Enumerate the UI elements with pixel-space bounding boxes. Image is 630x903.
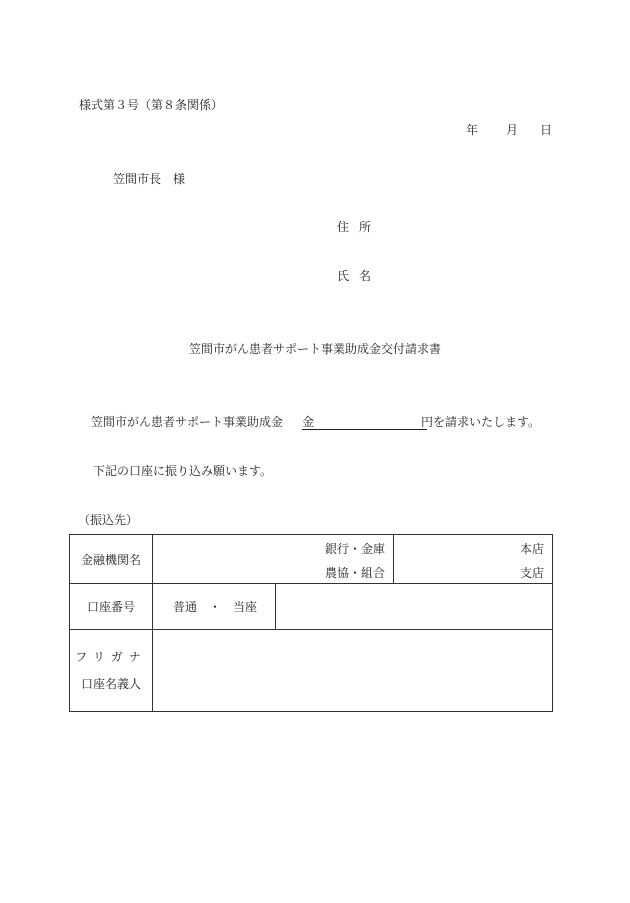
account-number-label: 口座番号	[70, 584, 153, 630]
transfer-note: 下記の口座に振り込み願います。	[93, 464, 273, 478]
name-label: 氏名	[337, 269, 382, 283]
branch-cell[interactable]	[394, 535, 553, 584]
request-suffix: 円を請求いたします。	[421, 415, 541, 429]
request-sentence	[91, 415, 541, 429]
request-kin: 金	[302, 415, 315, 429]
address-label: 住所	[337, 220, 382, 234]
holder-name-cell[interactable]	[153, 630, 553, 712]
form-number: 様式第３号（第８条関係）	[79, 98, 224, 112]
bank-row	[70, 535, 553, 584]
holder-label-cell	[70, 630, 153, 712]
date-month: 月	[506, 123, 519, 137]
account-row	[70, 584, 553, 630]
furigana-label: フリガナ	[75, 649, 147, 664]
account-number-cell[interactable]	[276, 584, 553, 630]
holder-label: 口座名義人	[80, 676, 141, 691]
date-day: 日	[540, 123, 553, 137]
destination-label: （振込先）	[78, 513, 139, 527]
addressee: 笠間市長 様	[113, 172, 186, 186]
document-title: 笠間市がん患者サポート事業助成金交付請求書	[188, 342, 441, 356]
request-prefix: 笠間市がん患者サポート事業助成金	[91, 415, 284, 429]
account-type-cell[interactable]: 普通 ・ 当座	[153, 584, 276, 630]
date-year: 年	[466, 123, 479, 137]
bank-account-table	[69, 534, 553, 712]
holder-row	[70, 630, 553, 712]
bank-types-bottom: 農協・組合	[324, 566, 385, 580]
bank-name-cell[interactable]	[153, 535, 394, 584]
bank-types-top: 銀行・金庫	[324, 542, 385, 556]
branch-bottom: 支店	[519, 566, 544, 580]
bank-label: 金融機関名	[70, 535, 153, 584]
amount-field[interactable]	[302, 429, 427, 430]
branch-top: 本店	[519, 542, 544, 556]
